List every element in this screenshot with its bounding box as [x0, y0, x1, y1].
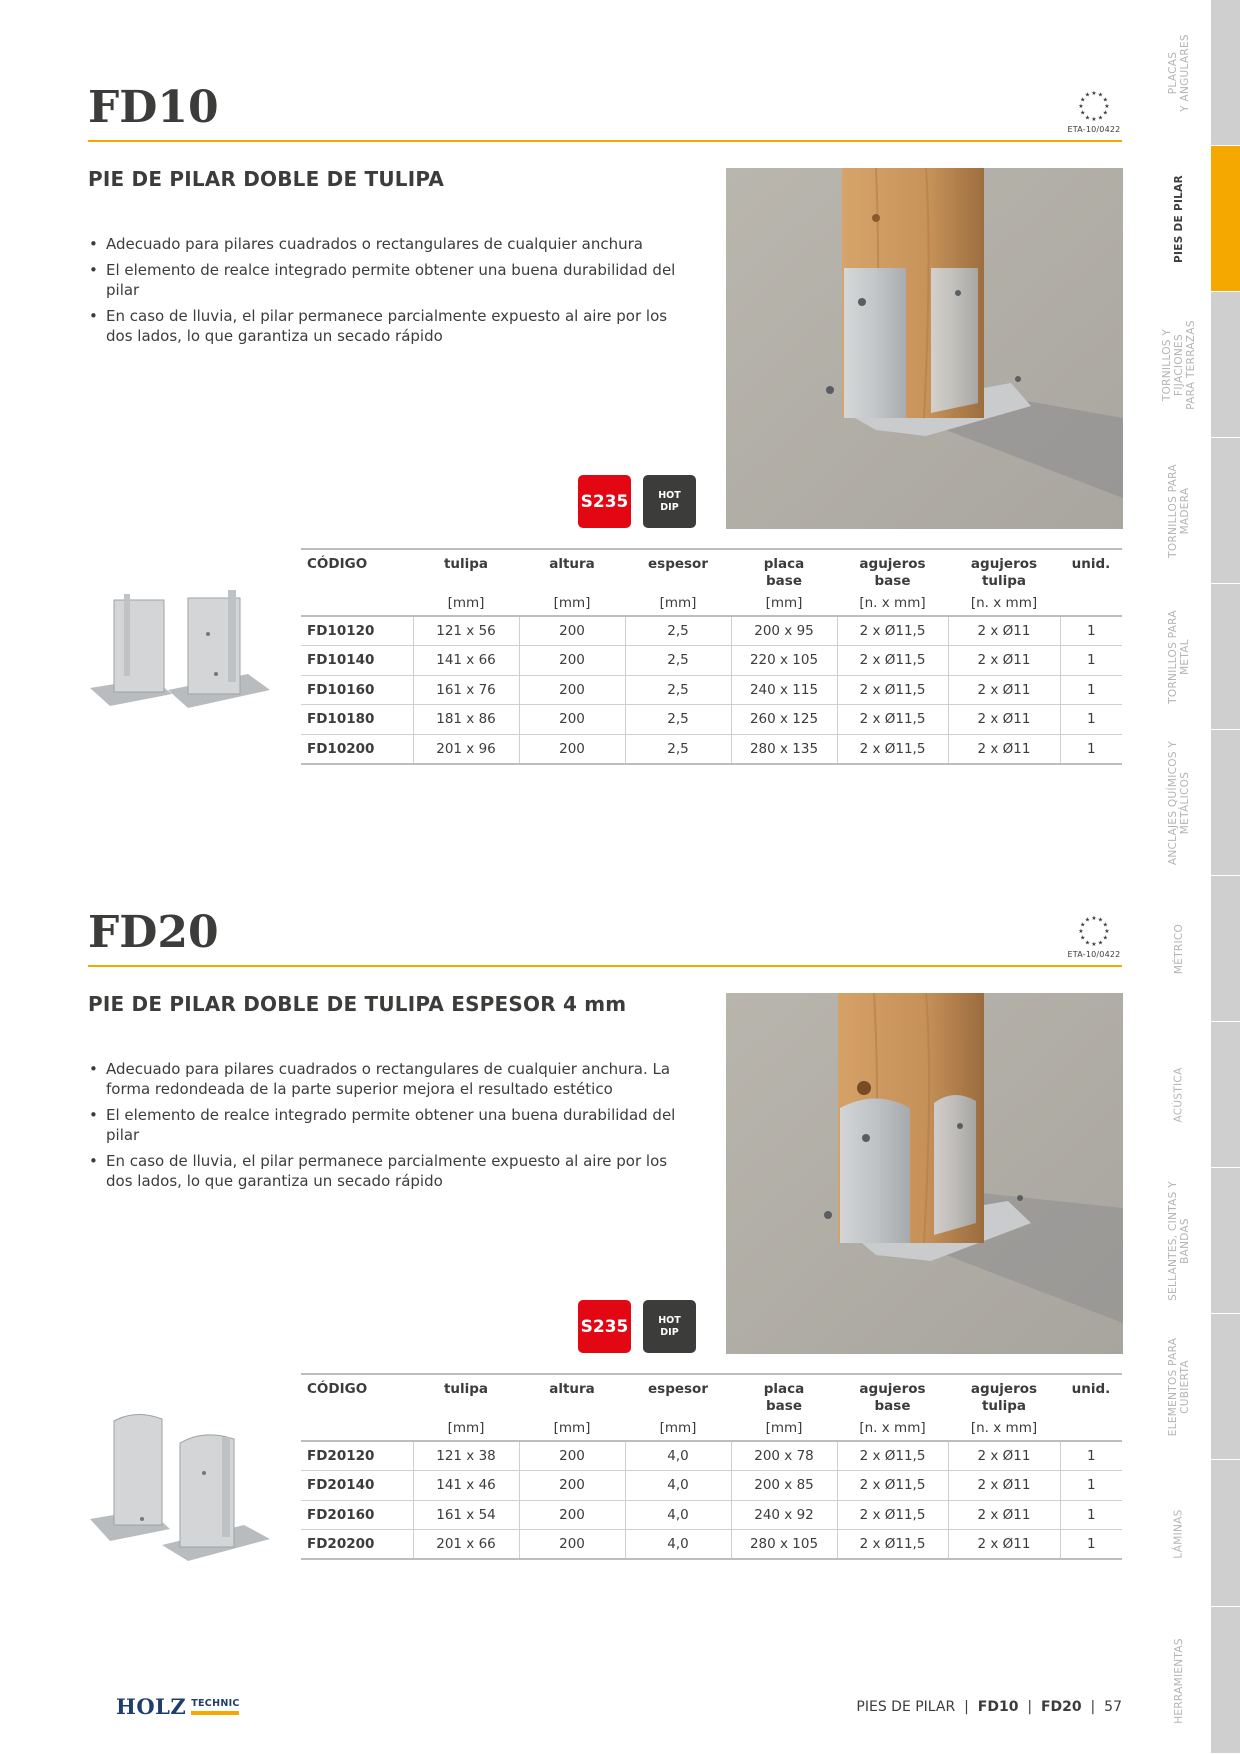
table-units-row — [301, 590, 1122, 616]
eta-certification — [1064, 88, 1124, 134]
sidebar-label-cubierta[interactable]: ELEMENTOS PARA CUBIERTA — [1167, 1337, 1192, 1437]
unit-cell: [mm] — [519, 1415, 625, 1441]
table-cell: 4,0 — [625, 1471, 731, 1501]
column-header: tulipa — [443, 1381, 489, 1397]
sidebar-tab-metrico[interactable] — [1211, 876, 1240, 1022]
table-cell: 181 x 86 — [413, 705, 519, 735]
table-cell: 1 — [1060, 705, 1122, 735]
eta-number: ETA-10/0422 — [1067, 950, 1121, 959]
product-code-title: FD10 — [88, 82, 219, 133]
sidebar-tab-acustica[interactable] — [1211, 1022, 1240, 1168]
unit-cell: [mm] — [519, 590, 625, 616]
footer-ref-fd20: FD20 — [1040, 1699, 1082, 1715]
table-cell: 121 x 38 — [413, 1441, 519, 1471]
sidebar-label-laminas[interactable]: LÁMINAS — [1172, 1508, 1185, 1559]
svg-text:★: ★ — [1084, 114, 1091, 122]
eta-certification — [1064, 913, 1124, 959]
table-cell: 200 x 85 — [731, 1471, 837, 1501]
table-cell: 200 x 78 — [731, 1441, 837, 1471]
column-header: agujeros base — [859, 1381, 926, 1414]
table-cell: 2 x Ø11 — [948, 1500, 1060, 1530]
table-cell: 2,5 — [625, 616, 731, 646]
svg-text:★: ★ — [1080, 96, 1086, 104]
table-cell: 2 x Ø11,5 — [837, 675, 948, 705]
unit-cell — [301, 590, 413, 616]
footer-section: PIES DE PILAR — [856, 1699, 956, 1715]
svg-text:★: ★ — [1102, 109, 1108, 117]
logo-subtext: TECHNIC — [191, 1698, 240, 1709]
column-header: agujeros base — [859, 556, 926, 589]
svg-text:★: ★ — [1104, 928, 1110, 935]
svg-text:★: ★ — [1097, 91, 1104, 99]
unit-cell: [n. x mm] — [948, 1415, 1060, 1441]
section-sidebar — [1151, 0, 1240, 1754]
product-code-cell: FD10140 — [301, 646, 413, 676]
sidebar-label-herramientas[interactable]: HERRAMIENTAS — [1173, 1637, 1186, 1724]
feature-item: • Adecuado para pilares cuadrados o rectangulares de cualquier anchura — [88, 234, 688, 254]
table-cell: 2 x Ø11 — [948, 646, 1060, 676]
product-thumbnail — [88, 582, 278, 716]
product-drawing-icon — [88, 1407, 278, 1567]
table-cell: 240 x 92 — [731, 1500, 837, 1530]
table-cell: 2 x Ø11,5 — [837, 734, 948, 764]
svg-text:★: ★ — [1097, 916, 1104, 924]
unit-cell: [n. x mm] — [837, 590, 948, 616]
table-units-row — [301, 1415, 1122, 1441]
steel-grade-badge: S235 — [578, 1300, 631, 1353]
column-header: espesor — [648, 1381, 708, 1397]
hot-dip-badge: HOT DIP — [643, 1300, 696, 1353]
feature-item: • Adecuado para pilares cuadrados o rectangulares de cualquier anchura. La forma redondeada de la parte superior mejora el resultado estético — [88, 1059, 688, 1099]
table-cell: 2,5 — [625, 705, 731, 735]
svg-text:★: ★ — [1097, 114, 1104, 122]
sidebar-label-tornillos-metal[interactable]: TORNILLOS PARA METAL — [1167, 610, 1191, 704]
svg-text:★: ★ — [1091, 90, 1097, 97]
svg-text:★: ★ — [1102, 921, 1108, 929]
logo-accent-bar — [191, 1711, 239, 1715]
column-header: espesor — [648, 556, 708, 572]
post-base-photo-icon — [726, 993, 1123, 1354]
table-cell: 2 x Ø11 — [948, 1530, 1060, 1560]
table-cell: 2,5 — [625, 734, 731, 764]
table-cell: 1 — [1060, 734, 1122, 764]
table-cell: 2,5 — [625, 675, 731, 705]
product-code-title: FD20 — [88, 907, 219, 958]
table-cell: 280 x 135 — [731, 734, 837, 764]
svg-text:★: ★ — [1080, 934, 1086, 942]
product-subtitle: PIE DE PILAR DOBLE DE TULIPA — [88, 167, 445, 191]
feature-item: • En caso de lluvia, el pilar permanece parcialmente expuesto al aire por los dos lados, lo que garantiza un secado rápido — [88, 1151, 688, 1191]
post-base-photo-icon — [726, 168, 1123, 529]
product-thumbnail — [88, 1407, 278, 1571]
table-cell: 4,0 — [625, 1500, 731, 1530]
brand-logo[interactable] — [116, 1696, 240, 1718]
table-row — [301, 1530, 1122, 1560]
sidebar-tab-anclajes[interactable] — [1211, 730, 1240, 876]
table-cell: 201 x 66 — [413, 1530, 519, 1560]
title-divider — [88, 140, 1122, 142]
sidebar-tab-laminas[interactable] — [1211, 1460, 1240, 1607]
svg-text:★: ★ — [1078, 928, 1084, 935]
table-row — [301, 616, 1122, 646]
svg-text:★: ★ — [1084, 91, 1091, 99]
column-header: agujeros tulipa — [970, 556, 1038, 589]
table-cell: 161 x 54 — [413, 1500, 519, 1530]
table-header-row — [301, 1374, 1122, 1415]
title-divider — [88, 965, 1122, 967]
unit-cell — [301, 1415, 413, 1441]
column-header: CÓDIGO — [307, 556, 368, 572]
feature-list — [88, 234, 688, 352]
table-cell: 200 — [519, 616, 625, 646]
table-cell: 2 x Ø11,5 — [837, 1500, 948, 1530]
unit-cell: [n. x mm] — [837, 1415, 948, 1441]
table-cell: 2,5 — [625, 646, 731, 676]
sidebar-tab-pies-de-pilar[interactable] — [1211, 146, 1240, 292]
sidebar-label-acustica[interactable]: ACÚSTICA — [1172, 1067, 1185, 1123]
table-cell: 200 — [519, 646, 625, 676]
column-header: unid. — [1071, 1381, 1111, 1397]
table-row — [301, 1471, 1122, 1501]
table-cell: 280 x 105 — [731, 1530, 837, 1560]
table-cell: 1 — [1060, 1441, 1122, 1471]
product-section-fd10 — [0, 82, 1151, 782]
unit-cell — [1060, 1415, 1122, 1441]
table-cell: 2 x Ø11 — [948, 705, 1060, 735]
table-cell: 1 — [1060, 616, 1122, 646]
table-cell: 2 x Ø11 — [948, 734, 1060, 764]
unit-cell: [mm] — [413, 1415, 519, 1441]
product-code-cell: FD20140 — [301, 1471, 413, 1501]
product-code-cell: FD10200 — [301, 734, 413, 764]
sidebar-label-placas[interactable]: PLACAS Y ANGULARES — [1167, 34, 1191, 112]
sidebar-label-tornillos-madera[interactable]: TORNILLOS PARA MADERA — [1167, 464, 1191, 558]
table-cell: 200 x 95 — [731, 616, 837, 646]
unit-cell: [n. x mm] — [948, 590, 1060, 616]
logo-subline — [191, 1698, 239, 1715]
table-row — [301, 1500, 1122, 1530]
table-row — [301, 1441, 1122, 1471]
svg-text:★: ★ — [1091, 116, 1097, 123]
table-cell: 200 — [519, 1471, 625, 1501]
table-cell: 2 x Ø11,5 — [837, 1441, 948, 1471]
table-cell: 4,0 — [625, 1530, 731, 1560]
table-cell: 2 x Ø11 — [948, 675, 1060, 705]
table-cell: 1 — [1060, 675, 1122, 705]
sidebar-tab-placas[interactable] — [1211, 0, 1240, 146]
product-code-cell: FD20160 — [301, 1500, 413, 1530]
sidebar-tab-herramientas[interactable] — [1211, 1607, 1240, 1754]
svg-text:★: ★ — [1080, 109, 1086, 117]
table-cell: 2 x Ø11,5 — [837, 616, 948, 646]
table-row — [301, 646, 1122, 676]
svg-text:★: ★ — [1102, 96, 1108, 104]
table-cell: 220 x 105 — [731, 646, 837, 676]
feature-item: • El elemento de realce integrado permite obtener una buena durabilidad del pilar — [88, 260, 688, 300]
steel-grade-badge: S235 — [578, 475, 631, 528]
table-cell: 161 x 76 — [413, 675, 519, 705]
svg-text:★: ★ — [1104, 103, 1110, 110]
table-cell: 200 — [519, 1441, 625, 1471]
unit-cell: [mm] — [625, 590, 731, 616]
table-cell: 201 x 96 — [413, 734, 519, 764]
table-cell: 2 x Ø11,5 — [837, 1471, 948, 1501]
table-row — [301, 734, 1122, 764]
table-cell: 2 x Ø11,5 — [837, 646, 948, 676]
eu-stars-icon — [1074, 913, 1114, 949]
feature-list — [88, 1059, 688, 1197]
table-body — [301, 1441, 1122, 1559]
sidebar-label-pies-de-pilar[interactable]: PIES DE PILAR — [1173, 175, 1186, 263]
page-number: 57 — [1104, 1699, 1122, 1715]
table-cell: 141 x 66 — [413, 646, 519, 676]
table-cell: 200 — [519, 1500, 625, 1530]
sidebar-label-metrico[interactable]: MÉTRICO — [1172, 923, 1185, 975]
table-cell: 240 x 115 — [731, 675, 837, 705]
table-cell: 2 x Ø11 — [948, 616, 1060, 646]
column-header: placa base — [763, 556, 805, 589]
table-cell: 2 x Ø11 — [948, 1471, 1060, 1501]
table-cell: 1 — [1060, 1530, 1122, 1560]
hot-dip-badge: HOT DIP — [643, 475, 696, 528]
table-row — [301, 705, 1122, 735]
feature-item: • El elemento de realce integrado permite obtener una buena durabilidad del pilar — [88, 1105, 688, 1145]
sidebar-label-tornillos-terrazas[interactable]: TORNILLOS Y FIJACIONES PARA TERRAZAS — [1161, 320, 1198, 410]
footer-ref-fd10: FD10 — [977, 1699, 1019, 1715]
table-cell: 200 — [519, 705, 625, 735]
sidebar-tab-tornillos-metal[interactable] — [1211, 584, 1240, 730]
table-cell: 200 — [519, 734, 625, 764]
sidebar-label-sellantes[interactable]: SELLANTES, CINTAS Y BANDAS — [1167, 1181, 1192, 1301]
eu-stars-icon — [1074, 88, 1114, 124]
product-code-cell: FD20200 — [301, 1530, 413, 1560]
table-cell: 121 x 56 — [413, 616, 519, 646]
product-photo — [726, 168, 1123, 529]
svg-text:★: ★ — [1091, 941, 1097, 948]
sidebar-label-anclajes[interactable]: ANCLAJES QUÍMICOS Y METÁLICOS — [1167, 740, 1192, 866]
unit-cell: [mm] — [731, 1415, 837, 1441]
table-cell: 1 — [1060, 646, 1122, 676]
table-cell: 1 — [1060, 1471, 1122, 1501]
table-row — [301, 675, 1122, 705]
svg-text:★: ★ — [1091, 915, 1097, 922]
svg-text:★: ★ — [1102, 934, 1108, 942]
product-drawing-icon — [88, 582, 278, 712]
sidebar-tab-cubierta[interactable] — [1211, 1314, 1240, 1460]
table-cell: 2 x Ø11,5 — [837, 1530, 948, 1560]
sidebar-tab-sellantes[interactable] — [1211, 1168, 1240, 1314]
product-subtitle: PIE DE PILAR DOBLE DE TULIPA ESPESOR 4 mm — [88, 992, 627, 1016]
table-body — [301, 616, 1122, 764]
column-header: altura — [549, 556, 595, 572]
svg-text:★: ★ — [1097, 939, 1104, 947]
table-cell: 2 x Ø11,5 — [837, 705, 948, 735]
column-header: tulipa — [443, 556, 489, 572]
column-header: agujeros tulipa — [970, 1381, 1038, 1414]
product-code-cell: FD10160 — [301, 675, 413, 705]
table-cell: 260 x 125 — [731, 705, 837, 735]
logo-wordmark: HOLZ — [116, 1694, 187, 1719]
unit-cell — [1060, 590, 1122, 616]
product-code-cell: FD10180 — [301, 705, 413, 735]
svg-text:★: ★ — [1084, 916, 1091, 924]
product-code-cell: FD10120 — [301, 616, 413, 646]
spec-table — [301, 548, 1122, 765]
unit-cell: [mm] — [731, 590, 837, 616]
unit-cell: [mm] — [625, 1415, 731, 1441]
column-header: unid. — [1071, 556, 1111, 572]
table-cell: 141 x 46 — [413, 1471, 519, 1501]
table-cell: 200 — [519, 675, 625, 705]
svg-text:★: ★ — [1084, 939, 1091, 947]
spec-table — [301, 1373, 1122, 1560]
column-header: CÓDIGO — [307, 1381, 368, 1397]
footer-reference: PIES DE PILAR | FD10 | FD20 | 57 — [856, 1699, 1122, 1715]
eta-number: ETA-10/0422 — [1067, 125, 1121, 134]
column-header: placa base — [763, 1381, 805, 1414]
product-code-cell: FD20120 — [301, 1441, 413, 1471]
feature-item: • En caso de lluvia, el pilar permanece parcialmente expuesto al aire por los dos lados, lo que garantiza un secado rápido — [88, 306, 688, 346]
table-cell: 4,0 — [625, 1441, 731, 1471]
unit-cell: [mm] — [413, 590, 519, 616]
product-photo — [726, 993, 1123, 1354]
sidebar-tab-tornillos-terrazas[interactable] — [1211, 292, 1240, 438]
svg-text:★: ★ — [1080, 921, 1086, 929]
product-section-fd20 — [0, 907, 1151, 1607]
table-cell: 200 — [519, 1530, 625, 1560]
table-header-row — [301, 549, 1122, 590]
svg-text:★: ★ — [1078, 103, 1084, 110]
column-header: altura — [549, 1381, 595, 1397]
table-cell: 1 — [1060, 1500, 1122, 1530]
table-cell: 2 x Ø11 — [948, 1441, 1060, 1471]
sidebar-tab-tornillos-madera[interactable] — [1211, 438, 1240, 584]
